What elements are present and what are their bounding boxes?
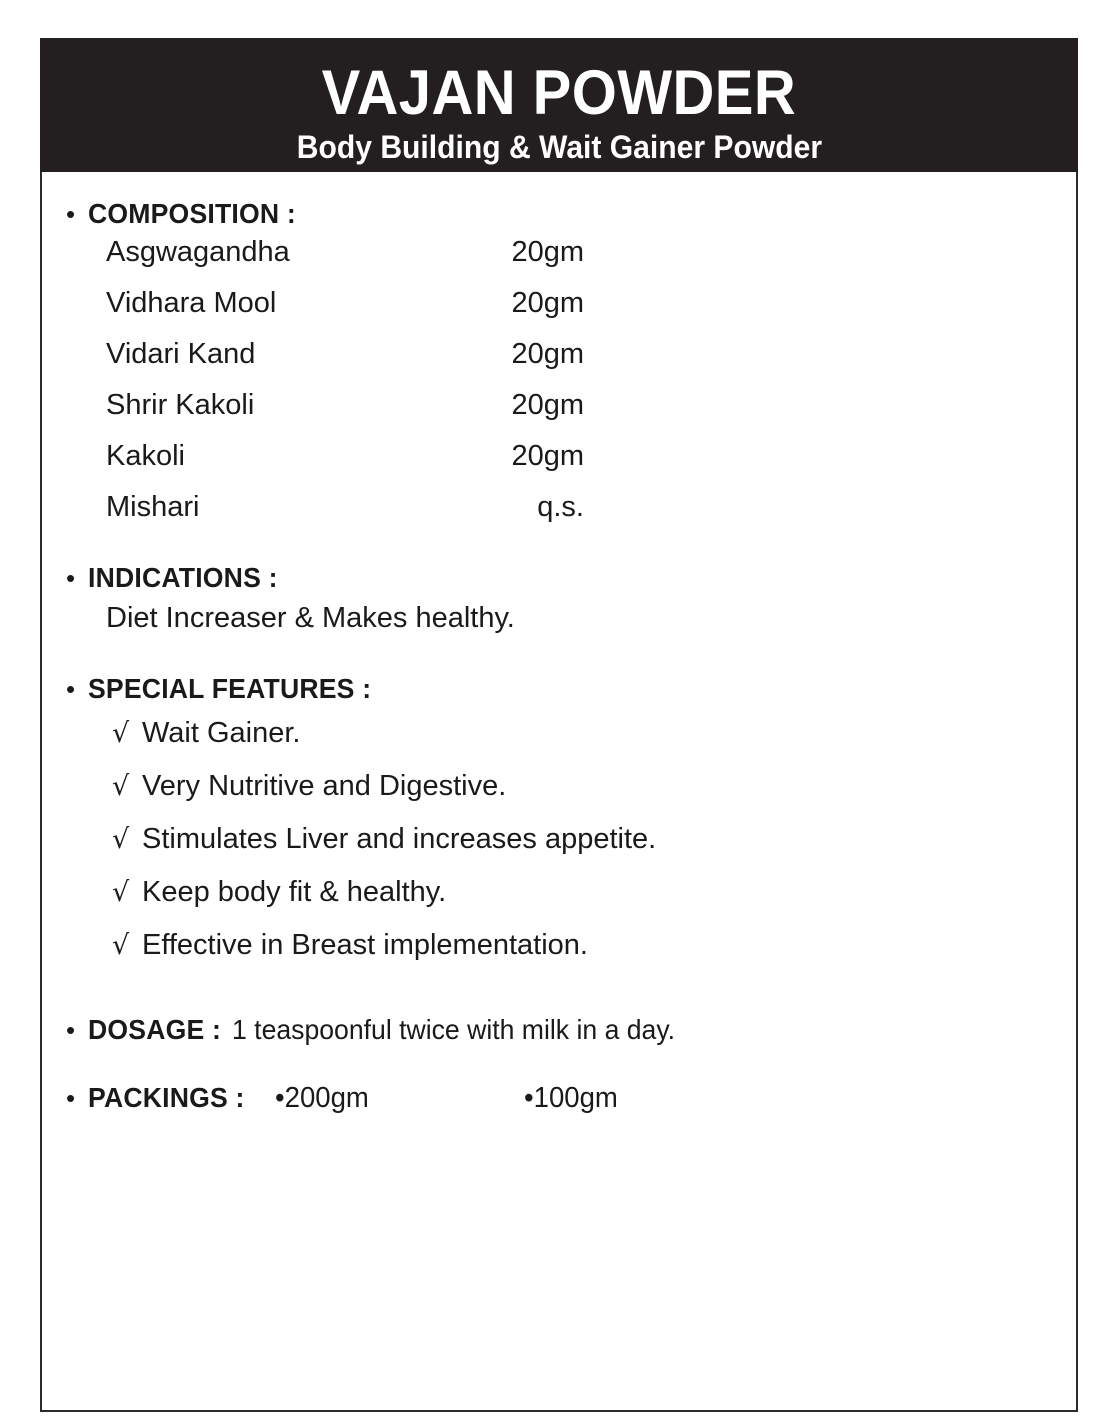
packing-option: •200gm (274, 1082, 369, 1114)
indications-text: Diet Increaser & Makes healthy. (106, 602, 515, 634)
feature-label: Keep body fit & healthy. (142, 876, 447, 908)
list-item (64, 772, 1052, 801)
special-features-list (64, 719, 1052, 960)
ingredient-quantity: 20gm (511, 287, 584, 319)
spacer (64, 1052, 1052, 1082)
bullet-icon: • (66, 563, 76, 593)
section-heading-indications (64, 562, 1052, 594)
packings-values (275, 1082, 623, 1115)
dosage-text: 1 teaspoonful twice with milk in a day. (232, 1014, 676, 1045)
indications-heading-label: INDICATIONS : (88, 562, 278, 593)
product-subtitle: Body Building & Wait Gainer Powder (296, 128, 822, 165)
product-label-card (40, 38, 1078, 1412)
bullet-icon: • (66, 1083, 76, 1113)
ingredient-name: Vidari Kand (106, 338, 256, 370)
ingredient-name: Shrir Kakoli (106, 389, 255, 421)
ingredient-name: Asgwagandha (106, 236, 290, 268)
table-row (64, 493, 584, 544)
section-heading-composition (64, 198, 1052, 230)
special-features-heading-label: SPECIAL FEATURES : (88, 673, 372, 704)
list-item (64, 825, 1052, 854)
feature-label: Effective in Breast implementation. (142, 929, 588, 961)
ingredient-quantity: 20gm (511, 338, 584, 370)
check-icon: √ (112, 877, 130, 908)
page-title: VAJAN POWDER (321, 57, 797, 128)
ingredient-name: Kakoli (106, 440, 185, 472)
bullet-icon: • (66, 1015, 76, 1045)
spacer (64, 544, 1052, 562)
label-header-bar (40, 38, 1078, 172)
table-row (64, 340, 584, 391)
table-row (64, 289, 584, 340)
composition-table (64, 238, 584, 544)
feature-label: Very Nutritive and Digestive. (142, 770, 507, 802)
list-item (64, 719, 1052, 748)
bullet-icon: • (66, 674, 76, 704)
table-row (64, 238, 584, 289)
label-body (42, 172, 1076, 1410)
section-heading-packings (64, 1082, 1052, 1115)
list-item (64, 878, 1052, 907)
bullet-icon: • (66, 199, 76, 229)
ingredient-name: Vidhara Mool (106, 287, 277, 319)
check-icon: √ (112, 771, 130, 802)
check-icon: √ (112, 930, 130, 961)
feature-label: Stimulates Liver and increases appetite. (142, 823, 657, 855)
check-icon: √ (112, 824, 130, 855)
table-row (64, 442, 584, 493)
table-row (64, 391, 584, 442)
packing-option: •100gm (523, 1082, 618, 1114)
ingredient-quantity: 20gm (511, 440, 584, 472)
list-item (64, 931, 1052, 960)
check-icon: √ (112, 718, 130, 749)
dosage-heading-label: DOSAGE : (88, 1014, 222, 1045)
feature-label: Wait Gainer. (142, 717, 301, 749)
ingredient-quantity: 20gm (511, 236, 584, 268)
ingredient-quantity: 20gm (511, 389, 584, 421)
packings-heading-label: PACKINGS : (88, 1082, 245, 1113)
section-heading-dosage (64, 1014, 1052, 1046)
spacer (64, 633, 1052, 673)
spacer (64, 984, 1052, 1014)
ingredient-name: Mishari (106, 491, 200, 523)
section-heading-special-features (64, 673, 1052, 705)
ingredient-quantity: q.s. (537, 491, 584, 523)
composition-heading-label: COMPOSITION : (88, 198, 296, 229)
